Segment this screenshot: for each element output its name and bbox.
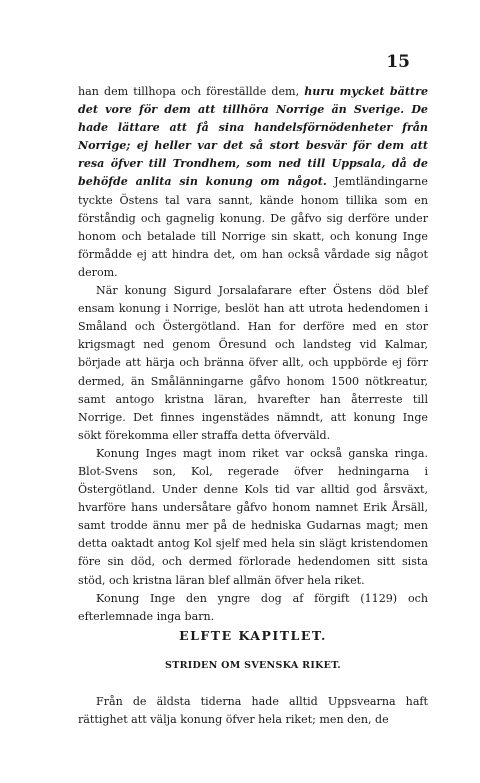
chapter-heading: ELFTE KAPITLET. — [179, 628, 327, 643]
paragraph — [78, 590, 428, 626]
text-run: Konung Inges magt inom riket var också ganska ringa. Blot-Svens son, Kol, regerade öfver hedningarna i Östergötland. Under denne Kols tid var alltid god årsväxt, hvarföre hans undersåtare gåfvo honom namnet Erik Årsäll, samt trodde ännu mer på de hedniska Gudarnas magt; men detta oaktadt antog Kol sjelf med hela sin slägt kristendomen före sin död, och dermed förlorade hedendomen sitt sista stöd, och kristna läran blef allmän öfver hela riket. — [78, 446, 428, 587]
text-run: När konung Sigurd Jorsalafarare efter Östens död blef ensam konung i Norrige, beslöt han att utrota hedendomen i Småland och Östergötland. Han for derföre med en stor krigsmagt ned genom Öresund och landsteg vid Kalmar, började att härja och bränna öfver allt, och uppbörde ej förr dermed, än Smålänningarne gåfvo honom 1500 nötkreatur, samt antogo kristna läran, hvarefter han återreste till Norrige. Det finnes ingenstädes nämndt, att konung Inge sökt förekomma eller straffa detta öfverväld. — [78, 284, 428, 442]
body-text — [78, 83, 428, 626]
section-heading: STRIDEN OM SVENSKA RIKET. — [165, 660, 341, 671]
text-run: Konung Inge den yngre dog af förgift (1129) och efterlemnade inga barn. — [78, 591, 428, 623]
paragraph: Från de äldsta tiderna hade alltid Uppsvearna haft rättighet att välja konung öfver hela riket; men den, de — [78, 695, 428, 727]
chapter-body-text — [78, 693, 428, 729]
paragraph — [78, 83, 428, 282]
paragraph — [78, 282, 428, 445]
italic-text-run: huru mycket bättre det vore för dem att tillhöra Norrige än Sverige. De hade lättare att få sina handelsförnödenheter från Norrige; ej heller var det så stort besvär för dem att resa öfver till Trondhem, som ned till Uppsala, då de behöfde anlita sin konung om något. — [78, 85, 428, 189]
page-number: 15 — [386, 52, 410, 72]
text-run: han dem tillhopa och föreställde dem, — [78, 85, 305, 98]
text-run: Jemtländingarne tyckte Östens tal vara sannt, kände honom tillika som en förståndig och gagnelig konung. De gåfvo sig derföre under honom och betalade till Norrige sin skatt, och konung Inge förmådde ej att hindra det, om han också vårdade sig något derom. — [78, 175, 428, 279]
paragraph — [78, 445, 428, 590]
